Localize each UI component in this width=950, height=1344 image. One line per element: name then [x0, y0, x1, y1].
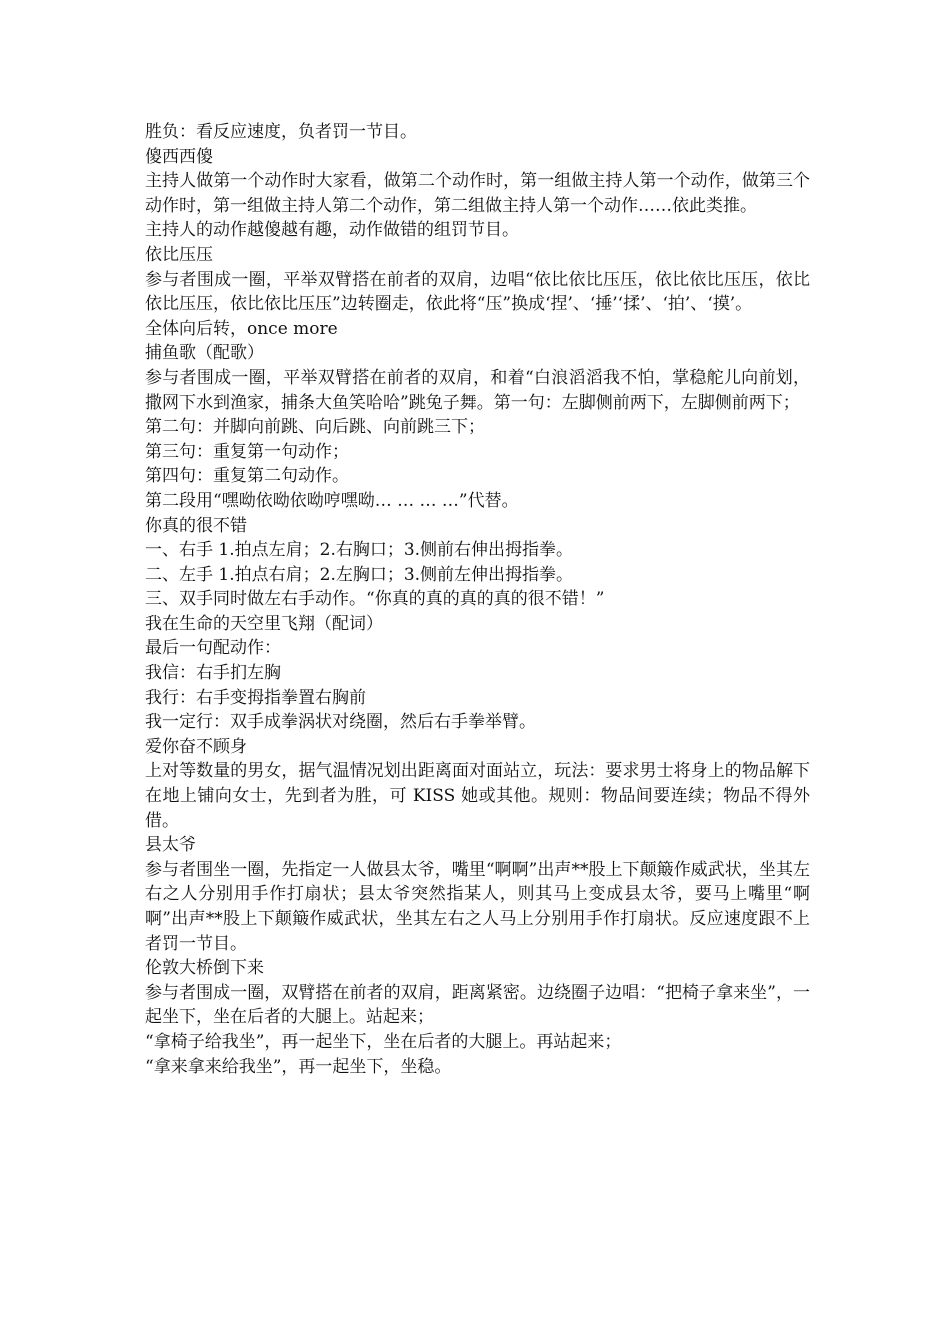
- text-line: 一、右手 1.拍点左肩；2.右胸口；3.侧前右伸出拇指拳。: [145, 540, 574, 561]
- section-heading: 伦敦大桥倒下来: [145, 958, 264, 979]
- document-body: [145, 120, 810, 1079]
- section-heading: 捕鱼歌（配歌）: [145, 343, 264, 364]
- section-heading: 你真的很不错: [145, 515, 247, 536]
- text-line: 我信：右手扪左胸: [145, 663, 281, 684]
- text-line: 胜负：看反应速度，负者罚一节目。: [145, 122, 417, 142]
- text-line: 第二句：并脚向前跳、向后跳、向前跳三下；: [145, 417, 485, 438]
- text-line: 我一定行：双手成拳涡状对绕圈，然后右手拳举臂。: [145, 712, 536, 733]
- section-heading: 依比压压: [145, 244, 213, 265]
- text-line: 我行：右手变拇指拳置右胸前: [145, 687, 366, 708]
- section-heading: 傻西西傻: [145, 146, 213, 167]
- text-line: 最后一句配动作：: [145, 638, 281, 659]
- paragraph: 参与者围坐一圈，先指定一人做县太爷，嘴里“啊啊”出声**股上下颠簸作威武状，坐其左右之人分别用手作打扇状；县太爷突然指某人，则其马上变成县太爷，要马上嘴里“啊啊”出声**股上下颠簸作威武状，坐其左右之人马上分别用手作打扇状。反应速度跟不上者罚一节目。: [145, 859, 810, 954]
- text-line: 三、双手同时做左右手动作。“你真的真的真的真的很不错！”: [145, 589, 605, 610]
- text-line: “拿椅子给我坐”，再一起坐下，坐在后者的大腿上。再站起来；: [145, 1031, 622, 1052]
- text-line: 第四句：重复第二句动作。: [145, 466, 349, 487]
- paragraph: 主持人做第一个动作时大家看，做第二个动作时，第一组做主持人第一个动作，做第三个动作时，第一组做主持人第二个动作，第二组做主持人第一个动作……依此类推。: [145, 171, 810, 216]
- paragraph: 参与者围成一圈，平举双臂搭在前者的双肩，和着“白浪滔滔我不怕，掌稳舵儿向前划，撒网下水到渔家，捕条大鱼笑哈哈”跳兔子舞。第一句：左脚侧前两下，左脚侧前两下；: [145, 367, 810, 413]
- paragraph: 参与者围成一圈，双臂搭在前者的双肩，距离紧密。边绕圈子边唱：“把椅子拿来坐”，一起坐下，坐在后者的大腿上。站起来；: [145, 982, 810, 1028]
- text-line: “拿来拿来给我坐”，再一起坐下，坐稳。: [145, 1056, 452, 1077]
- text-line: 二、左手 1.拍点右肩；2.左胸口；3.侧前左伸出拇指拳。: [145, 564, 574, 585]
- text-line: 第二段用“嘿呦依呦依呦哼嘿呦… … … …”代替。: [145, 490, 519, 511]
- text-line: 第三句：重复第一句动作；: [145, 441, 349, 462]
- text-line: 主持人的动作越傻越有趣，动作做错的组罚节目。: [145, 220, 519, 241]
- paragraph: 上对等数量的男女，据气温情况划出距离面对面站立，玩法：要求男士将身上的物品解下在地上铺向女士，先到者为胜，可 KISS 她或其他。规则：物品间要连续；物品不得外借。: [145, 761, 810, 831]
- paragraph: 参与者围成一圈，平举双臂搭在前者的双肩，边唱“依比依比压压，依比依比压压，依比依比压压，依比依比压压”边转圈走，依此将“压”换成‘捏’、‘捶’‘揉’、‘拍’、‘摸’。: [145, 269, 810, 315]
- section-heading: 县太爷: [145, 835, 196, 856]
- text-line: 全体向后转，once more: [145, 318, 338, 339]
- section-heading: 爱你奋不顾身: [145, 736, 247, 757]
- section-heading: 我在生命的天空里飞翔（配词）: [145, 613, 383, 634]
